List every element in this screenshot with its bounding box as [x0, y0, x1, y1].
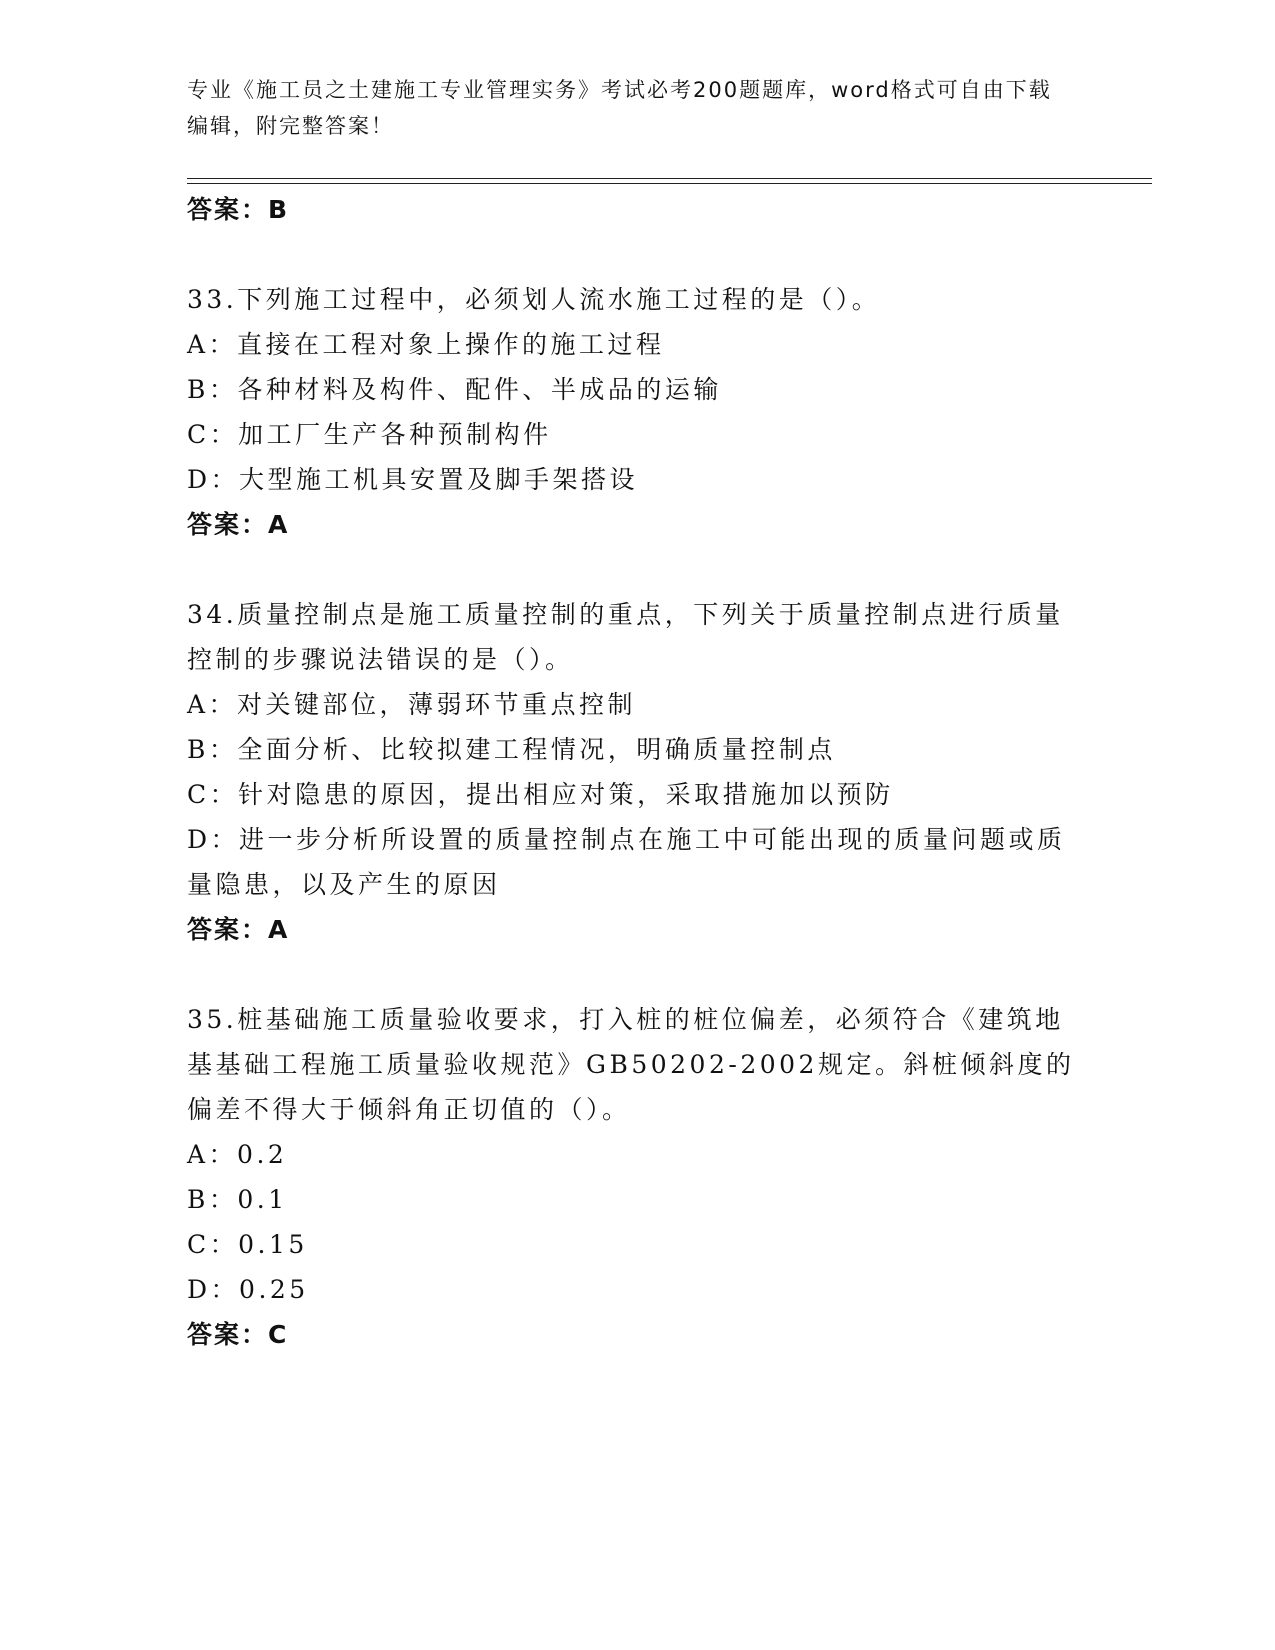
question-35 [187, 997, 1087, 1357]
question-text: 35.桩基础施工质量验收要求，打入桩的桩位偏差，必须符合《建筑地基基础工程施工质量验收规范》GB50202-2002规定。斜桩倾斜度的偏差不得大于倾斜角正切值的（）。 [187, 1005, 1075, 1124]
option-a: A：直接在工程对象上操作的施工过程 [187, 330, 665, 359]
answer: 答案：C [187, 1320, 289, 1349]
question-34 [187, 592, 1087, 952]
option-b: B：0.1 [187, 1185, 288, 1214]
option-b: B：全面分析、比较拟建工程情况，明确质量控制点 [187, 735, 836, 764]
option-c: C：加工厂生产各种预制构件 [187, 420, 552, 449]
option-d: D：0.25 [187, 1275, 309, 1304]
option-a: A：0.2 [187, 1140, 288, 1169]
answer: 答案：A [187, 915, 290, 944]
question-33 [187, 277, 1087, 547]
question-text: 34.质量控制点是施工质量控制的重点，下列关于质量控制点进行质量控制的步骤说法错误的是（）。 [187, 600, 1064, 674]
question-content [187, 187, 1087, 1357]
document-header: 专业《施工员之土建施工专业管理实务》考试必考200题题库，word格式可自由下载编辑，附完整答案！ [187, 78, 1052, 138]
option-d: D：进一步分析所设置的质量控制点在施工中可能出现的质量问题或质量隐患，以及产生的原因 [187, 825, 1066, 899]
header-divider-top [187, 178, 1152, 179]
option-c: C：0.15 [187, 1230, 308, 1259]
option-d: D：大型施工机具安置及脚手架搭设 [187, 465, 639, 494]
option-a: A：对关键部位，薄弱环节重点控制 [187, 690, 637, 719]
option-c: C：针对隐患的原因，提出相应对策，采取措施加以预防 [187, 780, 894, 809]
question-text: 33.下列施工过程中，必须划人流水施工过程的是（）。 [187, 285, 881, 314]
header-divider-bottom [187, 183, 1152, 184]
answer-previous: 答案：B [187, 195, 290, 224]
option-b: B：各种材料及构件、配件、半成品的运输 [187, 375, 722, 404]
answer: 答案：A [187, 510, 290, 539]
